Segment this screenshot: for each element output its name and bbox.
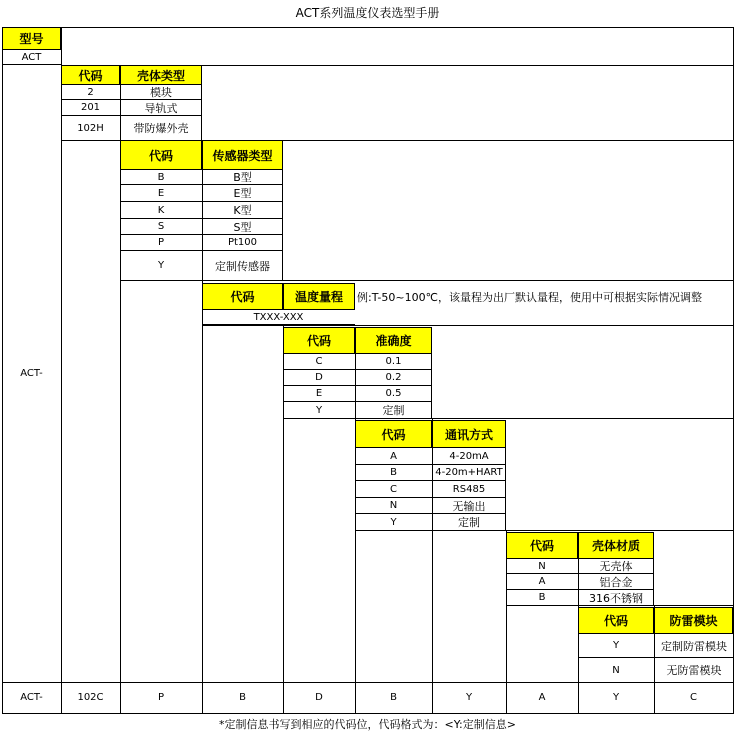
example-cell: Y: [465, 692, 473, 703]
model-header: 型号: [2, 27, 61, 50]
housing-name: 模块: [120, 85, 202, 100]
sensor-name: B型: [202, 170, 283, 185]
comm-value: RS485: [432, 481, 506, 498]
material-code: A: [506, 574, 578, 590]
example-cell: A: [538, 692, 546, 703]
sensor-name: K型: [202, 202, 283, 219]
col-line: [61, 65, 62, 713]
range-header: 温度量程: [283, 283, 355, 310]
row-line: [283, 418, 733, 419]
housing-code-header: 代码: [61, 65, 120, 85]
comm-code: C: [355, 481, 432, 498]
housing-type-header: 壳体类型: [120, 65, 202, 85]
lightning-header: 防雷模块: [654, 607, 733, 634]
sensor-name: 定制传感器: [202, 251, 283, 280]
col-line: [61, 27, 62, 65]
example-cell: C: [690, 692, 697, 703]
frame-top: [2, 27, 734, 28]
material-value: 铝合金: [578, 574, 654, 590]
example-cell: Y: [612, 692, 620, 703]
accuracy-header: 准确度: [355, 327, 432, 354]
row-line: [355, 325, 733, 326]
sensor-code: Y: [157, 260, 165, 271]
accuracy-value: 定制: [355, 402, 432, 418]
sensor-code: B: [120, 170, 202, 185]
col-line: [202, 280, 203, 713]
comm-value: 无输出: [432, 498, 506, 514]
comm-code-header: 代码: [355, 420, 432, 448]
comm-value: 4-20m+HART: [432, 465, 506, 481]
comm-code: Y: [390, 516, 397, 528]
lightning-code: N: [612, 664, 620, 676]
sensor-name: Pt100: [202, 235, 283, 251]
example-cell: B: [239, 692, 246, 703]
row-line: [506, 605, 733, 606]
comm-code: B: [355, 465, 432, 481]
sensor-code: S: [120, 219, 202, 235]
lightning-value: 无防雷模块: [654, 658, 733, 682]
accuracy-value: 0.2: [355, 370, 432, 386]
example-cell: 102C: [77, 692, 104, 703]
range-code-header: 代码: [202, 283, 283, 310]
sensor-name: E型: [202, 185, 283, 202]
model-prefix-label: ACT-: [20, 368, 43, 379]
sensor-name: S型: [202, 219, 283, 235]
sensor-code-header: 代码: [120, 140, 202, 170]
frame-right: [733, 27, 734, 713]
sensor-code: P: [120, 235, 202, 251]
accuracy-code: C: [283, 354, 355, 370]
housing-name: 带防爆外壳: [120, 116, 202, 140]
material-code: N: [506, 559, 578, 574]
material-value: 无壳体: [578, 559, 654, 574]
lightning-value: 定制防雷模块: [654, 634, 733, 658]
housing-code: 2: [61, 85, 120, 100]
sensor-type-header: 传感器类型: [202, 140, 283, 170]
housing-code: 102H: [77, 122, 104, 134]
material-value: 316不锈钢: [578, 590, 654, 605]
range-code-value: TXXX-XXX: [202, 310, 355, 325]
page-title: ACT系列温度仪表选型手册: [295, 5, 440, 20]
comm-value: 定制: [432, 514, 506, 530]
lightning-code-header: 代码: [578, 607, 654, 634]
accuracy-code: D: [283, 370, 355, 386]
accuracy-code: E: [283, 386, 355, 402]
range-note: 例:T-50~100℃，该量程为出厂默认量程，使用中可根据实际情况调整: [357, 290, 702, 304]
comm-value: 4-20mA: [432, 448, 506, 465]
sensor-code: E: [120, 185, 202, 202]
material-code: B: [538, 592, 546, 603]
comm-code: N: [355, 498, 432, 514]
lightning-code: Y: [578, 634, 654, 658]
housing-code: 201: [61, 100, 120, 116]
footer-note: *定制信息书写到相应的代码位，代码格式为：<Y:定制信息>: [219, 718, 516, 731]
housing-name: 导轨式: [120, 100, 202, 116]
comm-header: 通讯方式: [432, 420, 506, 448]
accuracy-code: Y: [315, 404, 323, 416]
example-cell: D: [315, 692, 323, 703]
row-line: [120, 280, 733, 281]
example-cell: ACT-: [20, 692, 43, 703]
material-header: 壳体材质: [578, 532, 654, 559]
material-code-header: 代码: [506, 532, 578, 559]
comm-code: A: [355, 448, 432, 465]
example-cell: B: [390, 692, 397, 703]
model-value: ACT: [2, 50, 61, 65]
accuracy-value: 0.5: [355, 386, 432, 402]
row-line: [355, 530, 733, 531]
row-line: [202, 325, 355, 326]
accuracy-value: 0.1: [355, 354, 432, 370]
frame-bottom: [2, 713, 734, 714]
example-cell: P: [157, 692, 165, 703]
accuracy-code-header: 代码: [283, 327, 355, 354]
sensor-code: K: [120, 202, 202, 219]
